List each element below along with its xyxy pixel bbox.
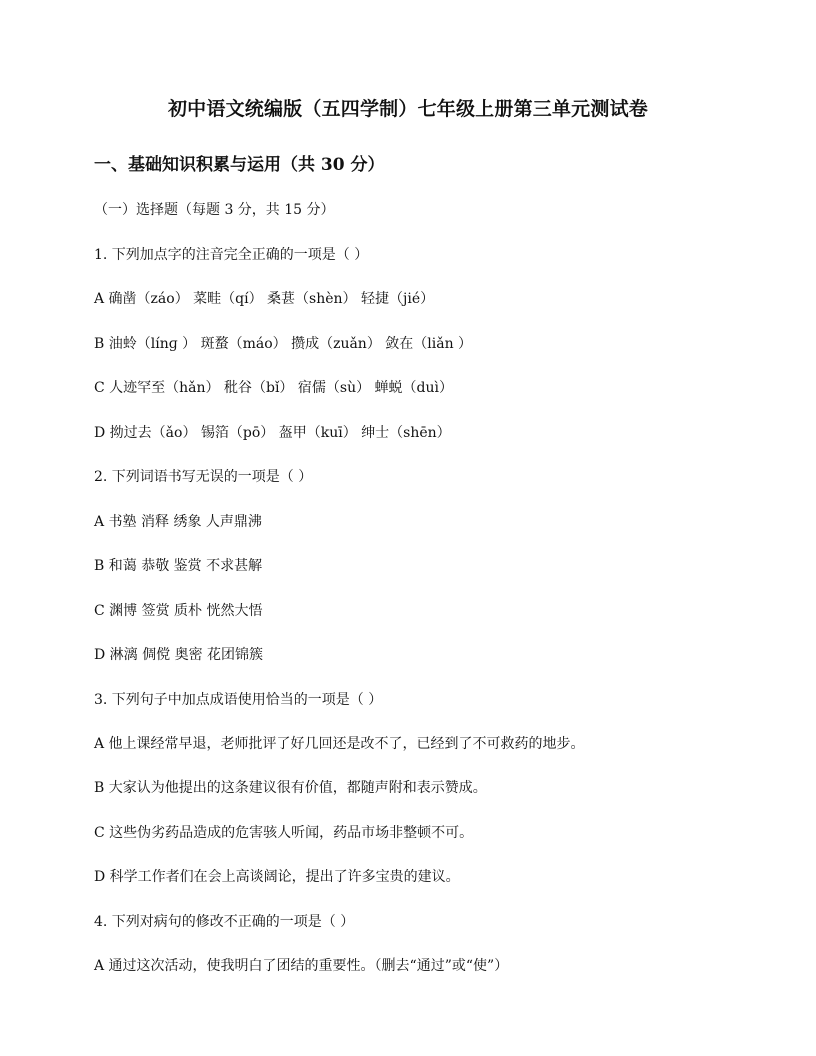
question-option: D 淋漓 倜傥 奥密 花团锦簇 (94, 647, 264, 663)
question-option: B 和蔼 恭敬 鉴赏 不求甚解 (94, 558, 263, 574)
question-option: A 他上课经常早退，老师批评了好几回还是改不了，已经到了不可救药的地步。 (94, 736, 585, 752)
subsection-heading: （一）选择题（每题 3 分，共 15 分） (94, 202, 335, 218)
question-stem: 3. 下列句子中加点成语使用恰当的一项是（ ） (94, 692, 383, 708)
question-option: D 拗过去（ǎo） 锡箔（pō） 盔甲（kuī） 绅士（shēn） (94, 425, 451, 441)
question-option: A 书塾 消释 绣象 人声鼎沸 (94, 514, 262, 530)
question-stem: 4. 下列对病句的修改不正确的一项是（ ） (94, 914, 355, 930)
question-stem: 2. 下列词语书写无误的一项是（ ） (94, 469, 313, 485)
question-option: C 人迹罕至（hǎn） 秕谷（bǐ） 宿儒（sù） 蝉蜕（duì） (94, 380, 453, 396)
question-option: B 大家认为他提出的这条建议很有价值，都随声附和表示赞成。 (94, 780, 487, 796)
question-option: C 渊博 签赏 质朴 恍然大悟 (94, 603, 263, 619)
question-option: B 油蛉（línɡ ） 斑蝥（máo） 攒成（zuǎn） 敛在（liǎn ） (94, 336, 473, 352)
question-option: A 通过这次活动，使我明白了团结的重要性。（删去“通过”或“使”） (94, 958, 509, 974)
section-heading: 一、基础知识积累与运用（共 30 分） (94, 155, 385, 175)
question-option: C 这些伪劣药品造成的危害骇人听闻，药品市场非整顿不可。 (94, 825, 474, 841)
question-option: D 科学工作者们在会上高谈阔论，提出了许多宝贵的建议。 (94, 869, 460, 885)
question-stem: 1. 下列加点字的注音完全正确的一项是（ ） (94, 247, 369, 263)
question-option: A 确凿（záo） 菜畦（qí） 桑葚（shèn） 轻捷（jié） (94, 291, 435, 307)
document-title: 初中语文统编版（五四学制）七年级上册第三单元测试卷 (167, 98, 648, 120)
